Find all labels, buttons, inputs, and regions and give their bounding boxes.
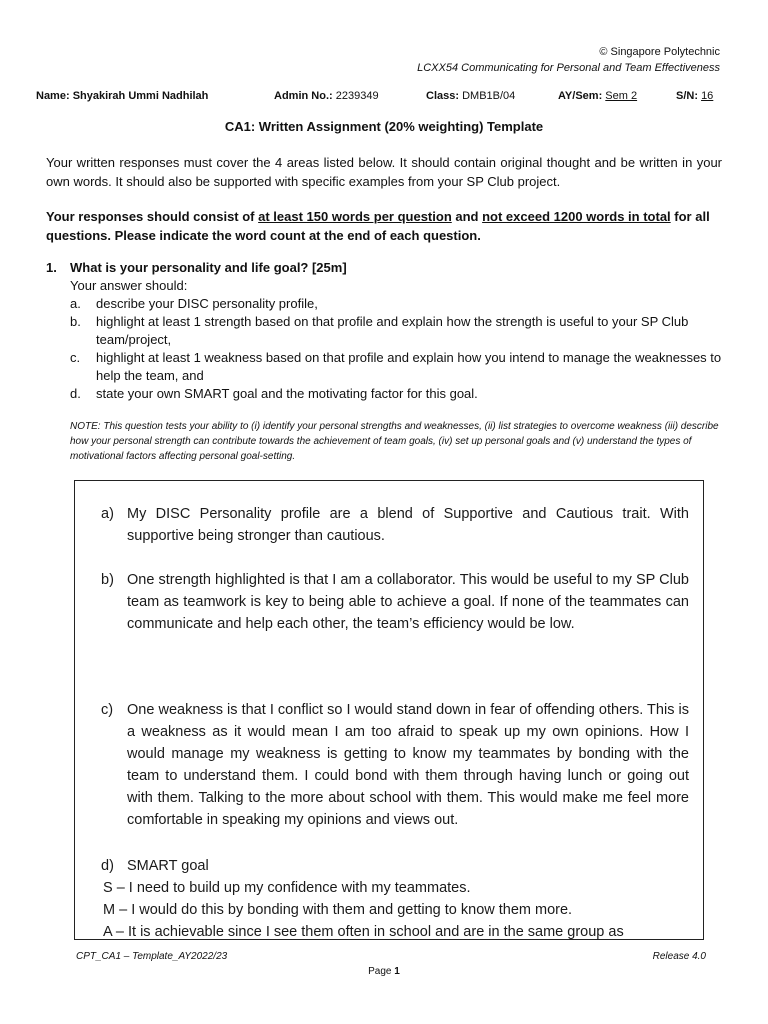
copyright-line: © Singapore Polytechnic	[599, 46, 720, 58]
course-title: LCXX54 Communicating for Personal and Team Effectiveness	[417, 62, 720, 74]
footer-release: Release 4.0	[652, 951, 706, 962]
aysem-field: AY/Sem: Sem 2	[558, 90, 638, 102]
name-field: Name: Shyakirah Ummi Nadhilah	[36, 90, 209, 102]
sn-field: S/N: 16	[676, 90, 714, 102]
smart-s: S – I need to build up my confidence with my teammates.	[103, 880, 471, 896]
question-heading: 1. What is your personality and life goal? [25m]	[46, 260, 347, 275]
question-item: a. describe your DISC personality profile,	[70, 296, 318, 311]
question-1	[46, 259, 722, 403]
question-item: b. highlight at least 1 strength based on that profile and explain how the strength is useful to your SP Club team/project,	[70, 314, 689, 347]
answer-a: a) My DISC Personality profile are a blend of Supportive and Cautious trait. With supportive being stronger than cautious.	[101, 506, 689, 544]
page-number: Page 1	[368, 966, 400, 977]
word-requirements: Your responses should consist of at least 150 words per question and not exceed 1200 words in total for all questions. Please indicate the word count at the end of each question.	[46, 209, 710, 243]
document-title: CA1: Written Assignment (20% weighting) Template	[224, 119, 544, 134]
admin-field: Admin No.: 2239349	[274, 90, 379, 102]
answer-c: c) One weakness is that I conflict so I would stand down in fear of offending others. This is a weakness as it would mean I am too afraid to speak up my own opinions. How I would manage my weakness is getting to know my teammates by bonding with the team to understand them. I could bond with them through having lunch or going out with them. Talking to the more about school with them. This would make me feel more comfortable in speaking my opinions and views out.	[101, 702, 689, 828]
intro-paragraph: Your written responses must cover the 4 areas listed below. It should contain original thought and be written in your own words. It should also be supported with specific examples from your SP Club project.	[46, 155, 722, 189]
question-item: c. highlight at least 1 weakness based on that profile and explain how you intend to manage the weaknesses to help the team, and	[70, 350, 722, 383]
footer-template-id: CPT_CA1 – Template_AY2022/23	[76, 951, 228, 962]
question-lead: Your answer should:	[70, 278, 188, 293]
answer-b: b) One strength highlighted is that I am a collaborator. This would be useful to my SP Club team as teamwork is key to being able to achieve a goal. If none of the teammates can communicate and help each other, the team’s efficiency would be low.	[101, 572, 689, 632]
class-field: Class: DMB1B/04	[426, 90, 516, 102]
question-note: NOTE: This question tests your ability to (i) identify your personal strengths and weaknesses, (ii) list strategies to overcome weakness (iii) describe how your personal strength can contribute towards the achievement of team goals, (iv) set up personal goals and (v) understand the types of motivational factors affecting personal goal-setting.	[70, 421, 719, 462]
question-item: d. state your own SMART goal and the motivating factor for this goal.	[70, 386, 478, 401]
answer-box[interactable]	[74, 480, 704, 940]
page-header	[417, 44, 720, 76]
answer-d: d) SMART goal	[101, 858, 209, 874]
smart-m: M – I would do this by bonding with them and getting to know them more.	[103, 902, 573, 918]
smart-a: A – It is achievable since I see them often in school and are in the same group as	[103, 924, 624, 940]
